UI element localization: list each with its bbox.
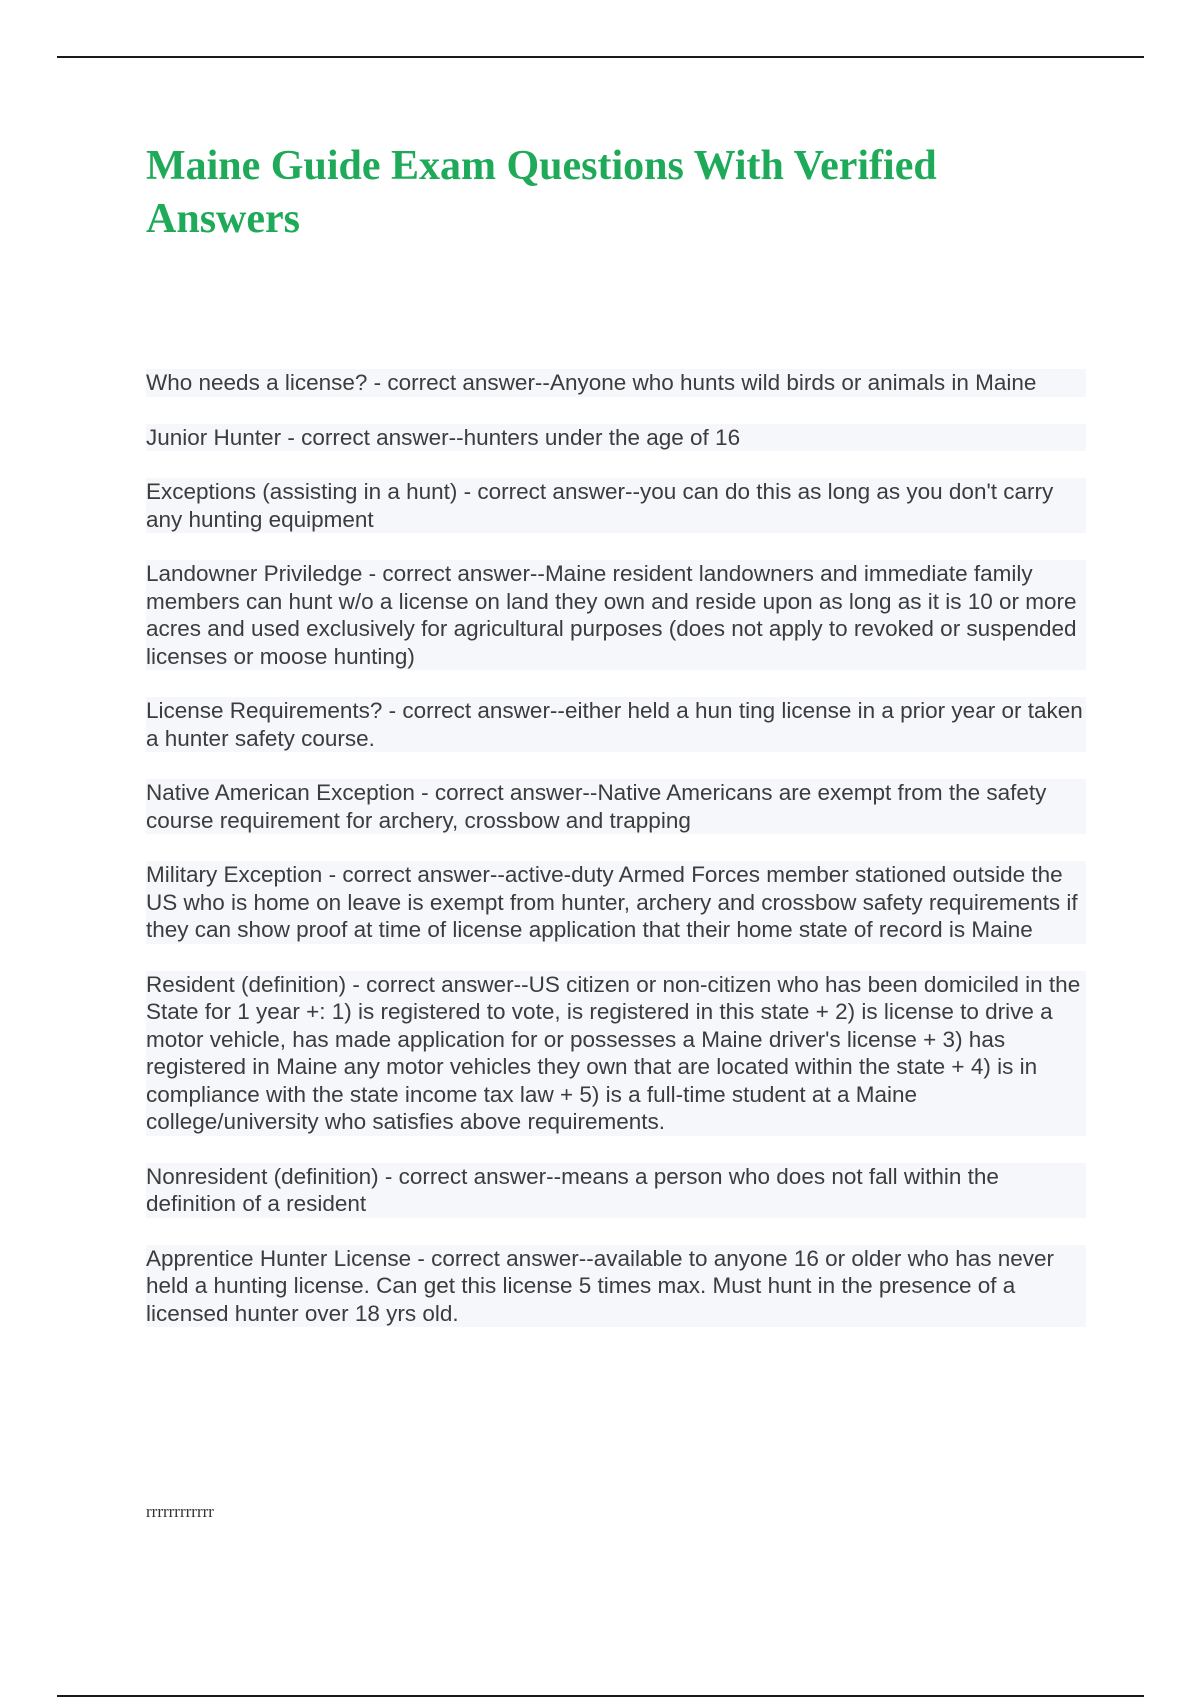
qa-item: Who needs a license? - correct answer--Anyone who hunts wild birds or animals in Maine (146, 369, 1086, 397)
qa-item: License Requirements? - correct answer--either held a hun ting license in a prior year or taken a hunter safety course. (146, 697, 1086, 752)
answer-prefix: correct answer-- (434, 780, 598, 805)
qa-term: Junior Hunter (146, 424, 282, 450)
answer-prefix: correct answer-- (402, 698, 565, 723)
qa-term: License Requirements? (146, 698, 383, 723)
answer-prefix: correct answer-- (301, 424, 464, 450)
qa-item: Landowner Priviledge - correct answer--Maine resident landowners and immediate family members can hunt w/o a license on land they own and reside upon as long as it is 10 or more acres and used exclusively for agricultural purposes (does not apply to revoked or suspended licenses or moose hunting) (146, 560, 1086, 670)
qa-answer: Anyone who hunts wild birds or animals in Maine (549, 370, 1037, 395)
qa-item: Junior Hunter - correct answer--hunters under the age of 16 (146, 424, 1086, 452)
qa-answer: US citizen or non-citizen who has been domiciled in the State for 1 year +: 1) is registered to vote, is registered in this state + 2) is license to drive a motor vehicle, has made application for or possesses a Maine driver's license + 3) has registered in Maine any motor vehicles they own that are located within the state + 4) is in compliance with the state income tax law + 5) is a full-time student at a Maine college/university who satisfies above requirements. (146, 971, 1081, 1134)
qa-answer: either held a hun ting license in a prior year or taken a hunter safety course. (146, 698, 1083, 751)
qa-term: Who needs a license? (146, 370, 368, 395)
qa-answer: available to anyone 16 or older who has never held a hunting license. Can get this license 5 times max. Must hunt in the presence of a licensed hunter over 18 yrs old. (146, 1245, 1055, 1326)
footer-text: rrrrrrrrrrrr (146, 1502, 214, 1521)
qa-answer: you can do this as long as you don't carry any hunting equipment (146, 479, 1054, 532)
qa-answer: hunters under the age of 16 (463, 424, 741, 450)
answer-prefix: correct answer-- (342, 862, 505, 887)
answer-prefix: correct answer-- (366, 971, 529, 997)
qa-term: Military Exception (146, 862, 323, 887)
qa-list (146, 369, 1086, 1327)
qa-term: Exceptions (assisting in a hunt) (146, 479, 458, 504)
answer-prefix: correct answer-- (477, 479, 640, 504)
qa-item: Exceptions (assisting in a hunt) - correct answer--you can do this as long as you don't carry any hunting equipment (146, 478, 1086, 533)
qa-term: Nonresident (definition) (146, 1163, 379, 1189)
qa-answer: active-duty Armed Forces member stationed outside the US who is home on leave is exempt from hunter, archery and crossbow safety requirements if they can show proof at time of license application that their home state of record is Maine (146, 862, 1078, 942)
answer-prefix: correct answer-- (398, 1163, 562, 1189)
qa-term: Apprentice Hunter License (146, 1245, 412, 1271)
document-title: Maine Guide Exam Questions With Verified Answers (146, 143, 937, 242)
qa-answer: Maine resident landowners and immediate family members can hunt w/o a license on land they own and reside upon as long as it is 10 or more acres and used exclusively for agricultural purposes (does not apply to revoked or suspended licenses or moose hunting) (146, 561, 1077, 669)
bottom-rule (57, 1695, 1144, 1697)
top-rule (57, 56, 1144, 58)
qa-item: Military Exception - correct answer--active-duty Armed Forces member stationed outside the US who is home on leave is exempt from hunter, archery and crossbow safety requirements if they can show proof at time of license application that their home state of record is Maine (146, 861, 1086, 944)
qa-term: Native American Exception (146, 780, 415, 805)
qa-answer: means a person who does not fall within the definition of a resident (146, 1163, 999, 1216)
qa-answer: Native Americans are exempt from the safety course requirement for archery, crossbow and trapping (146, 780, 1047, 833)
qa-item: Nonresident (definition) - correct answer--means a person who does not fall within the definition of a resident (146, 1163, 1086, 1218)
qa-term: Resident (definition) (146, 971, 347, 997)
document-body (146, 140, 1086, 1354)
qa-item: Apprentice Hunter License - correct answer--available to anyone 16 or older who has never held a hunting license. Can get this license 5 times max. Must hunt in the presence of a licensed hunter over 18 yrs old. (146, 1245, 1086, 1328)
qa-item: Native American Exception - correct answer--Native Americans are exempt from the safety course requirement for archery, crossbow and trapping (146, 779, 1086, 834)
answer-prefix: correct answer-- (431, 1245, 594, 1271)
answer-prefix: correct answer-- (387, 370, 550, 395)
answer-prefix: correct answer-- (382, 561, 545, 586)
qa-term: Landowner Priviledge (146, 561, 363, 586)
qa-item: Resident (definition) - correct answer--US citizen or non-citizen who has been domiciled in the State for 1 year +: 1) is registered to vote, is registered in this state + 2) is license to drive a motor vehicle, has made application for or possesses a Maine driver's license + 3) has registered in Maine any motor vehicles they own that are located within the state + 4) is in compliance with the state income tax law + 5) is a full-time student at a Maine college/university who satisfies above requirements. (146, 971, 1086, 1136)
